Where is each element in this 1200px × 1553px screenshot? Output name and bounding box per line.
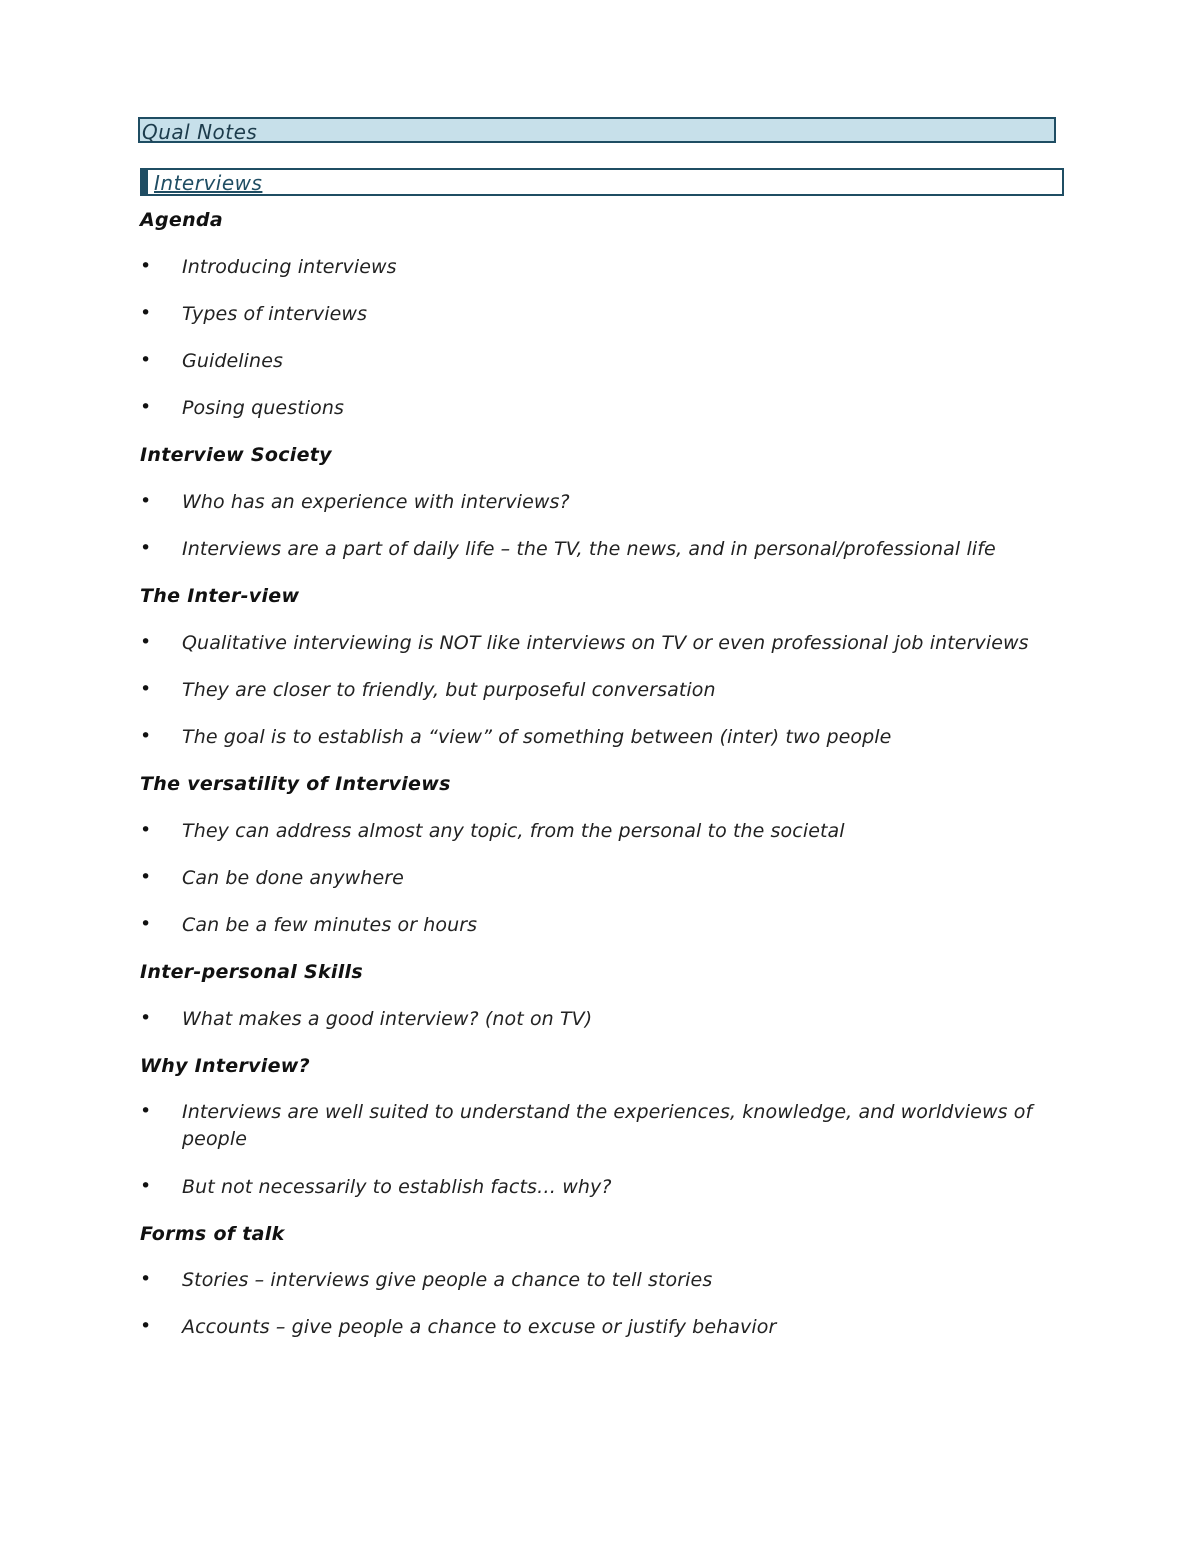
list-item-text: But not necessarily to establish facts… why? — [182, 1176, 612, 1198]
bullet-icon: • — [140, 349, 152, 371]
list-item-text: They are closer to friendly, but purposeful conversation — [182, 679, 716, 701]
document-title: Qual Notes — [142, 120, 258, 144]
bullet-icon: • — [140, 1268, 152, 1290]
list-item-text: Qualitative interviewing is NOT like interviews on TV or even professional job interviews — [182, 632, 1029, 654]
list-item-text: Who has an experience with interviews? — [182, 491, 570, 513]
list-item-text: Can be done anywhere — [182, 867, 404, 889]
list-item-text: They can address almost any topic, from the personal to the societal — [182, 820, 845, 842]
list-item-text: Interviews are well suited to understand the experiences, knowledge, and worldviews of people — [182, 1101, 1033, 1150]
heading-inter-view: The Inter-view — [140, 585, 300, 607]
heading-interpersonal-skills: Inter-personal Skills — [140, 961, 363, 983]
bullet-icon: • — [140, 1175, 152, 1197]
list-item-text: What makes a good interview? (not on TV) — [182, 1008, 593, 1030]
list-item-text: Stories – interviews give people a chance to tell stories — [182, 1269, 713, 1291]
section-title: Interviews — [154, 171, 263, 195]
title-banner — [138, 117, 1056, 143]
bullet-icon: • — [140, 1315, 152, 1337]
list-item-text: Posing questions — [182, 397, 344, 419]
list-item-text: Accounts – give people a chance to excuse or justify behavior — [182, 1316, 777, 1338]
list-item-text: Can be a few minutes or hours — [182, 914, 478, 936]
list-item-text: Types of interviews — [182, 303, 368, 325]
bullet-icon: • — [140, 819, 152, 841]
bullet-icon: • — [140, 631, 152, 653]
heading-versatility: The versatility of Interviews — [140, 773, 451, 795]
list-item-text: The goal is to establish a “view” of something between (inter) two people — [182, 726, 892, 748]
list-item-text: Interviews are a part of daily life – the TV, the news, and in personal/professional life — [182, 538, 996, 560]
bullet-icon: • — [140, 913, 152, 935]
bullet-icon: • — [140, 490, 152, 512]
bullet-icon: • — [140, 537, 152, 559]
heading-forms-of-talk: Forms of talk — [140, 1223, 285, 1245]
bullet-icon: • — [140, 302, 152, 324]
bullet-icon: • — [140, 725, 152, 747]
bullet-icon: • — [140, 1007, 152, 1029]
bullet-icon: • — [140, 396, 152, 418]
bullet-icon: • — [140, 255, 152, 277]
bullet-icon: • — [140, 678, 152, 700]
bullet-icon: • — [140, 1100, 152, 1122]
list-item-text: Guidelines — [182, 350, 283, 372]
heading-why-interview: Why Interview? — [140, 1055, 310, 1077]
heading-agenda: Agenda — [140, 209, 223, 231]
bullet-icon: • — [140, 866, 152, 888]
section-banner — [140, 168, 1064, 196]
list-item-text: Introducing interviews — [182, 256, 397, 278]
heading-interview-society: Interview Society — [140, 444, 332, 466]
